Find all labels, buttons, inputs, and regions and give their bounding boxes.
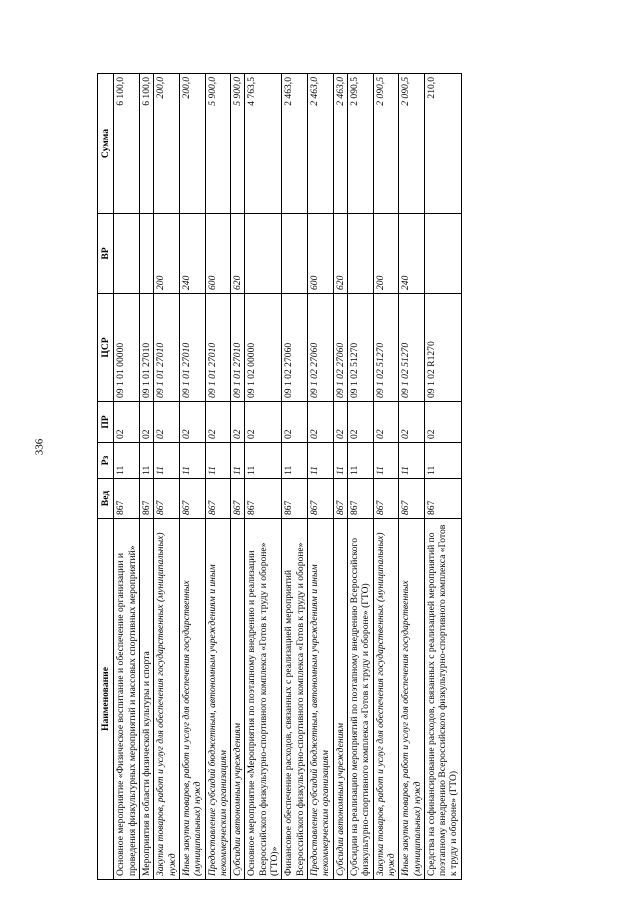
table-row — [399, 74, 425, 880]
cell-rz: 11 — [347, 443, 373, 479]
cell-rz: 11 — [399, 443, 425, 479]
cell-csr: 09 1 02 R1270 — [424, 294, 461, 402]
cell-rz: 11 — [114, 443, 140, 479]
cell-pr: 02 — [245, 402, 282, 443]
cell-vr: 600 — [205, 214, 231, 294]
cell-csr: 09 1 02 27060 — [282, 294, 308, 402]
cell-ved: 867 — [154, 479, 180, 519]
cell-vr — [114, 214, 140, 294]
cell-name: Субсидии на реализацию мероприятий по поэтапному внедрению Всероссийского физкультурно-спортивного комплекса «Готов к труду и обороне» (ГТО) — [347, 519, 373, 880]
cell-pr: 02 — [154, 402, 180, 443]
header-sum: Сумма — [98, 74, 114, 214]
cell-ved: 867 — [424, 479, 461, 519]
cell-ved: 867 — [179, 479, 205, 519]
cell-rz: 11 — [373, 443, 399, 479]
cell-rz: 11 — [231, 443, 245, 479]
cell-sum: 2 463,0 — [282, 74, 308, 214]
cell-sum: 2 090,5 — [347, 74, 373, 214]
table-row — [245, 74, 282, 880]
cell-sum: 4 763,5 — [245, 74, 282, 214]
cell-name: Основное мероприятие «Физическое воспитание и обеспечение организации и проведения физкультурных мероприятий и массовых спортивных мероприятий» — [114, 519, 140, 880]
header-name: Наименование — [98, 519, 114, 880]
cell-pr: 02 — [347, 402, 373, 443]
table-row — [333, 74, 347, 880]
cell-name: Основное мероприятие «Мероприятия по поэтапному внедрению и реализации Всероссийского физкультурно-спортивного комплекса «Готов к труду и обороне» (ГТО)» — [245, 519, 282, 880]
cell-pr: 02 — [114, 402, 140, 443]
cell-name: Финансовое обеспечение расходов, связанных с реализацией мероприятий Всероссийского физкультурно-спортивного комплекса «Готов к труду и обороне» — [282, 519, 308, 880]
cell-ved: 867 — [245, 479, 282, 519]
cell-name: Субсидии автономным учреждениям — [333, 519, 347, 880]
cell-sum: 2 090,5 — [373, 74, 399, 214]
cell-csr: 09 1 01 27010 — [139, 294, 153, 402]
rotated-page-content — [97, 74, 561, 880]
table-row — [154, 74, 180, 880]
cell-pr: 02 — [373, 402, 399, 443]
cell-csr: 09 1 02 51270 — [347, 294, 373, 402]
cell-sum: 200,0 — [154, 74, 180, 214]
cell-ved: 867 — [347, 479, 373, 519]
cell-vr: 200 — [154, 214, 180, 294]
cell-pr: 02 — [205, 402, 231, 443]
cell-sum: 6 100,0 — [114, 74, 140, 214]
cell-name: Иные закупки товаров, работ и услуг для обеспечения государственных (муниципальных) нужд — [179, 519, 205, 880]
cell-pr: 02 — [282, 402, 308, 443]
cell-ved: 867 — [373, 479, 399, 519]
cell-rz: 11 — [154, 443, 180, 479]
cell-vr: 200 — [373, 214, 399, 294]
header-pr: ПР — [98, 402, 114, 443]
table-row — [231, 74, 245, 880]
cell-pr: 02 — [424, 402, 461, 443]
cell-rz: 11 — [333, 443, 347, 479]
header-ved: Вед — [98, 479, 114, 519]
table-row — [179, 74, 205, 880]
cell-csr: 09 1 02 51270 — [373, 294, 399, 402]
cell-pr: 02 — [308, 402, 334, 443]
cell-vr — [347, 214, 373, 294]
cell-sum: 2 463,0 — [308, 74, 334, 214]
cell-name: Мероприятия в области физической культуры и спорта — [139, 519, 153, 880]
cell-sum: 200,0 — [179, 74, 205, 214]
cell-csr: 09 1 01 27010 — [231, 294, 245, 402]
cell-vr: 240 — [399, 214, 425, 294]
cell-vr — [282, 214, 308, 294]
cell-vr — [424, 214, 461, 294]
cell-name: Закупка товаров, работ и услуг для обеспечения государственных (муниципальных) нужд — [154, 519, 180, 880]
table-row — [308, 74, 334, 880]
cell-sum: 2 090,5 — [399, 74, 425, 214]
cell-rz: 11 — [205, 443, 231, 479]
cell-ved: 867 — [139, 479, 153, 519]
cell-sum: 210,0 — [424, 74, 461, 214]
cell-pr: 02 — [399, 402, 425, 443]
cell-rz: 11 — [308, 443, 334, 479]
cell-pr: 02 — [139, 402, 153, 443]
cell-vr — [139, 214, 153, 294]
table-row — [373, 74, 399, 880]
table-row — [139, 74, 153, 880]
cell-name: Средства на софинансирование расходов, связанных с реализацией мероприятий по поэтапному внедрению Всероссийского физкультурно-спортивного комплекса «Готов к труду и обороне» (ГТО) — [424, 519, 461, 880]
cell-ved: 867 — [205, 479, 231, 519]
header-csr: ЦСР — [98, 294, 114, 402]
cell-vr: 620 — [231, 214, 245, 294]
table-row — [114, 74, 140, 880]
cell-pr: 02 — [231, 402, 245, 443]
cell-csr: 09 1 02 51270 — [399, 294, 425, 402]
cell-name: Предоставление субсидий бюджетным, автономным учреждениям и иным некоммерческим организациям — [205, 519, 231, 880]
cell-csr: 09 1 01 27010 — [179, 294, 205, 402]
cell-pr: 02 — [333, 402, 347, 443]
cell-ved: 867 — [282, 479, 308, 519]
cell-vr — [245, 214, 282, 294]
cell-pr: 02 — [179, 402, 205, 443]
cell-csr: 09 1 01 27010 — [205, 294, 231, 402]
cell-rz: 11 — [245, 443, 282, 479]
cell-csr: 09 1 01 27010 — [154, 294, 180, 402]
table-header-row — [98, 74, 114, 880]
cell-csr: 09 1 02 27060 — [308, 294, 334, 402]
cell-vr: 240 — [179, 214, 205, 294]
cell-ved: 867 — [231, 479, 245, 519]
cell-name: Закупка товаров, работ и услуг для обеспечения государственных (муниципальных) нужд — [373, 519, 399, 880]
cell-ved: 867 — [114, 479, 140, 519]
cell-csr: 09 1 01 00000 — [114, 294, 140, 402]
cell-vr: 600 — [308, 214, 334, 294]
cell-sum: 6 100,0 — [139, 74, 153, 214]
cell-rz: 11 — [139, 443, 153, 479]
cell-rz: 11 — [179, 443, 205, 479]
table-row — [347, 74, 373, 880]
cell-ved: 867 — [399, 479, 425, 519]
cell-ved: 867 — [308, 479, 334, 519]
cell-name: Субсидии автономным учреждениям — [231, 519, 245, 880]
budget-table — [97, 73, 462, 880]
page-number: 336 — [33, 438, 46, 456]
cell-name: Иные закупки товаров, работ и услуг для обеспечения государственных (муниципальных) нужд — [399, 519, 425, 880]
table-row — [205, 74, 231, 880]
cell-vr: 620 — [333, 214, 347, 294]
cell-rz: 11 — [282, 443, 308, 479]
cell-ved: 867 — [333, 479, 347, 519]
cell-csr: 09 1 02 00000 — [245, 294, 282, 402]
table-row — [282, 74, 308, 880]
header-rz: Рз — [98, 443, 114, 479]
header-vr: ВР — [98, 214, 114, 294]
table-row — [424, 74, 461, 880]
cell-sum: 5 900,0 — [205, 74, 231, 214]
cell-csr: 09 1 02 27060 — [333, 294, 347, 402]
cell-sum: 5 900,0 — [231, 74, 245, 214]
cell-sum: 2 463,0 — [333, 74, 347, 214]
cell-rz: 11 — [424, 443, 461, 479]
cell-name: Предоставление субсидий бюджетным, автономным учреждениям и иным некоммерческим организациям — [308, 519, 334, 880]
